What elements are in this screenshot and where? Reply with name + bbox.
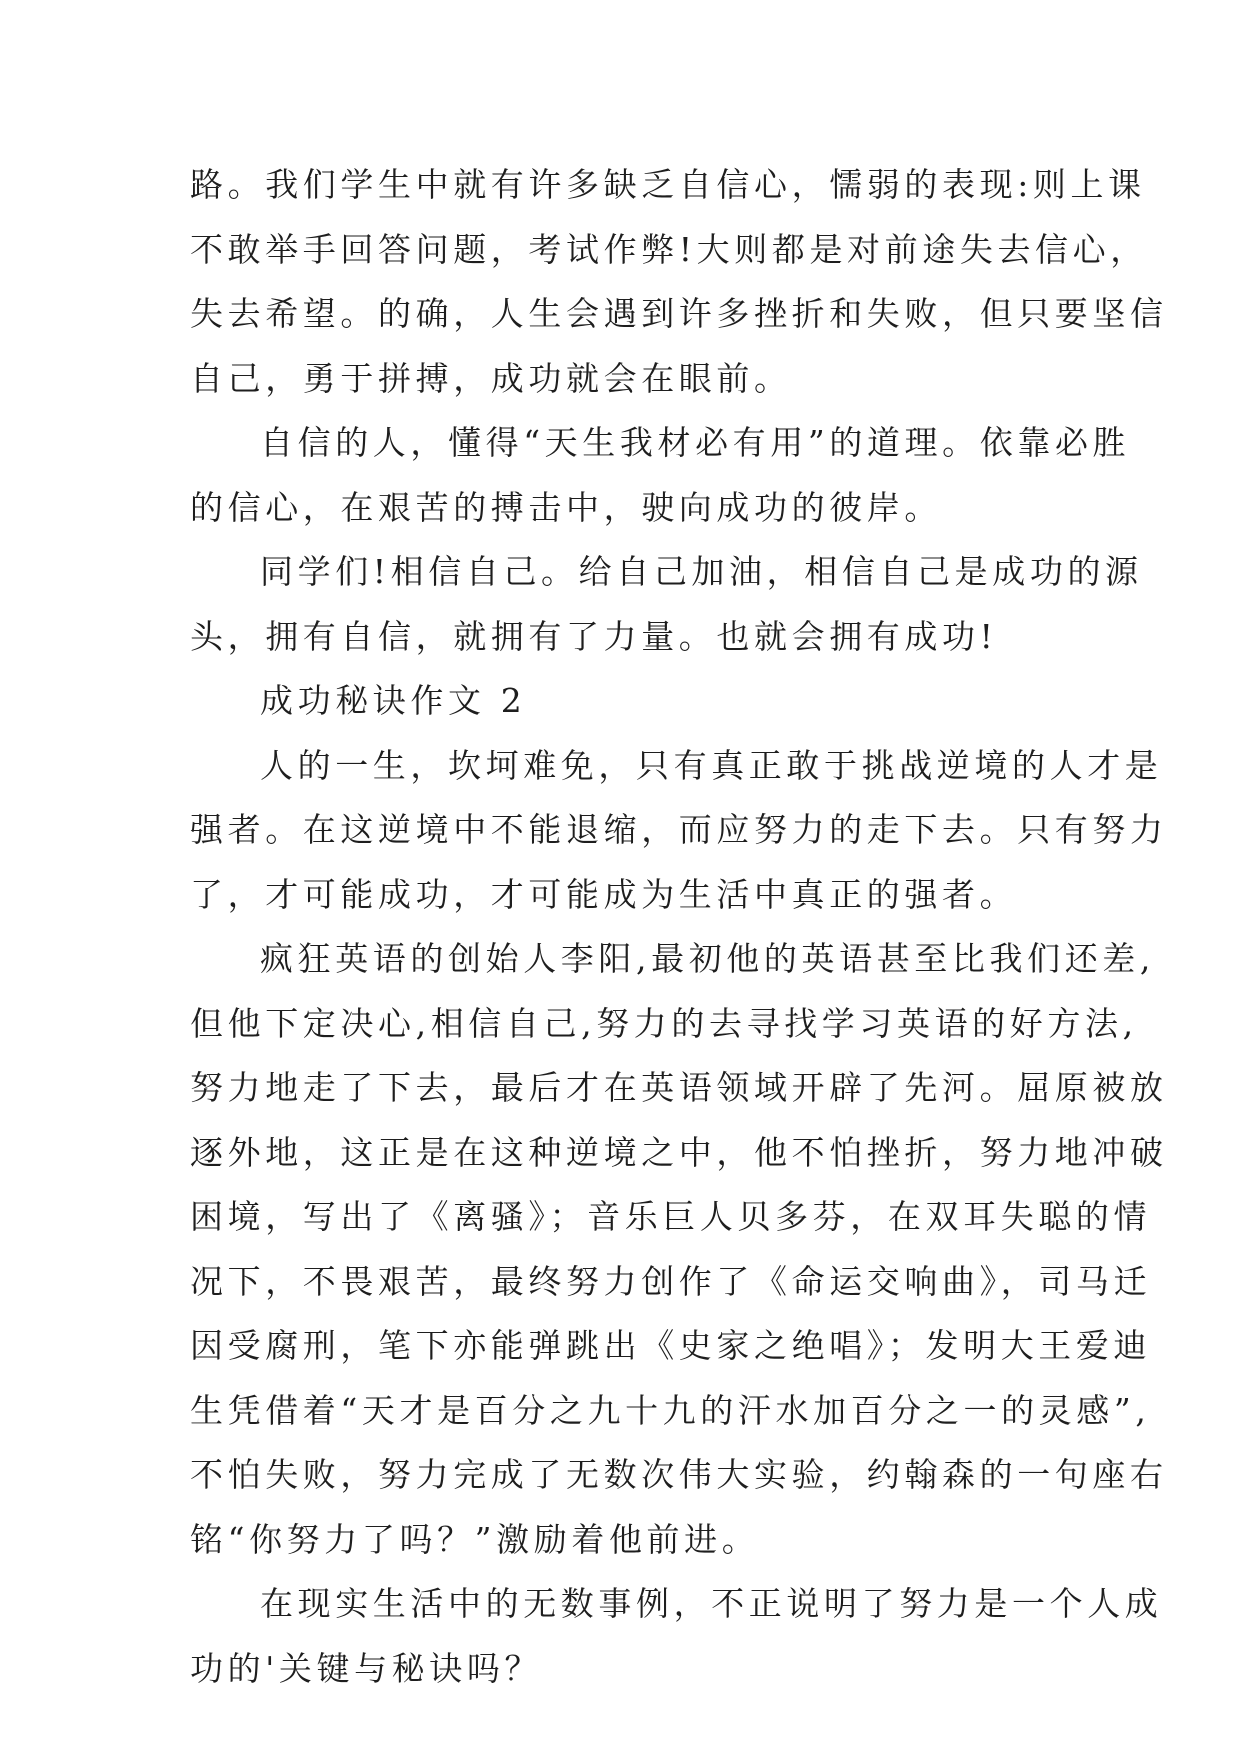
essay-body: [190, 153, 1168, 1701]
paragraph-line: 不怕失败，努力完成了无数次伟大实验，约翰森的一句座右: [190, 1455, 1168, 1494]
paragraph-line: 了，才可能成功，才可能成为生活中真正的强者。: [190, 874, 1018, 914]
paragraph-line: 在现实生活中的无数事例，不正说明了努力是一个人成: [260, 1584, 1163, 1623]
paragraph-line: 生凭借着“天才是百分之九十九的汗水加百分之一的灵感”,: [190, 1390, 1151, 1430]
paragraph-line: 路。我们学生中就有许多缺乏自信心，懦弱的表现:则上课: [190, 165, 1146, 204]
paragraph-line: 强者。在这逆境中不能退缩，而应努力的走下去。只有努力: [190, 810, 1168, 849]
paragraph-line: 困境，写出了《离骚》；音乐巨人贝多芬，在双耳失聪的情: [190, 1197, 1152, 1236]
paragraph-line: 但他下定决心,相信自己,努力的去寻找学习英语的好方法,: [190, 1003, 1138, 1043]
section-heading: 成功秘诀作文 2: [260, 681, 527, 720]
paragraph-line: 不敢举手回答问题，考试作弊!大则都是对前途失去信心，: [190, 229, 1148, 269]
paragraph-line: 自己，勇于拼搏，成功就会在眼前。: [190, 358, 792, 398]
paragraph-line: 逐外地，这正是在这种逆境之中，他不怕挫折，努力地冲破: [190, 1132, 1168, 1172]
paragraph-line: 自信的人，懂得“天生我材必有用”的道理。依靠必胜: [260, 423, 1131, 462]
paragraph-line: 努力地走了下去，最后才在英语领域开辟了先河。屈原被放: [190, 1068, 1168, 1107]
paragraph-line: 因受腐刑，笔下亦能弹跳出《史家之绝唱》；发明大王爱迪: [190, 1326, 1152, 1365]
paragraph-line: 功的'关键与秘诀吗？: [190, 1648, 543, 1688]
paragraph-line: 同学们!相信自己。给自己加油，相信自己是成功的源: [260, 552, 1143, 591]
paragraph-line: 铭“你努力了吗？”激励着他前进。: [190, 1519, 760, 1559]
paragraph-line: 况下，不畏艰苦，最终努力创作了《命运交响曲》，司马迁: [190, 1261, 1152, 1301]
paragraph-line: 的信心，在艰苦的搏击中，驶向成功的彼岸。: [190, 487, 942, 527]
paragraph-line: 人的一生，坎坷难免，只有真正敢于挑战逆境的人才是: [260, 745, 1163, 785]
paragraph-line: 头，拥有自信，就拥有了力量。也就会拥有成功!: [190, 616, 998, 656]
paragraph-line: 疯狂英语的创始人李阳,最初他的英语甚至比我们还差,: [260, 939, 1155, 978]
paragraph-line: 失去希望。的确，人生会遇到许多挫折和失败，但只要坚信: [190, 294, 1168, 333]
